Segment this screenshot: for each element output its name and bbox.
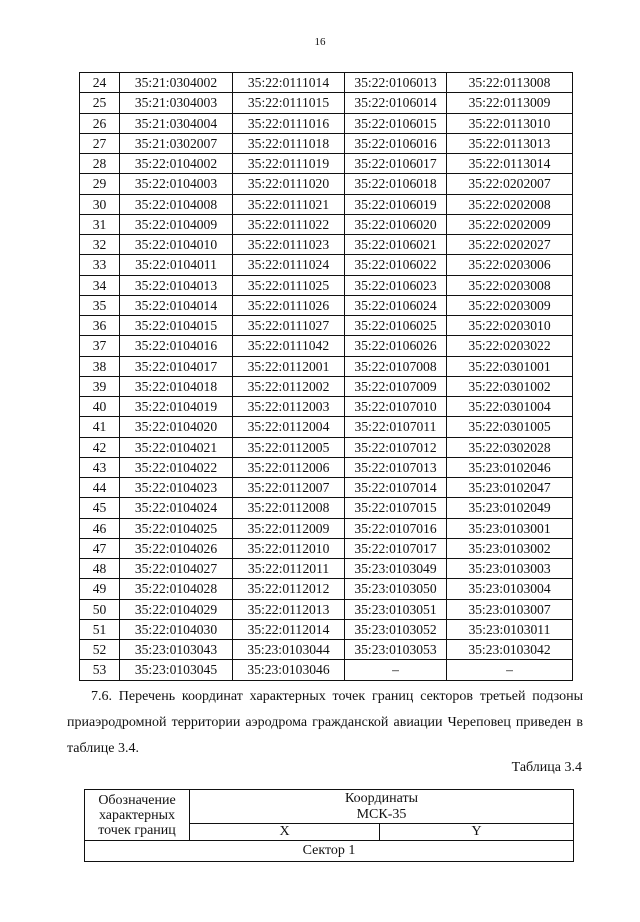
cadastral-number-cell: 35:21:0302007 (120, 133, 233, 153)
table-row (80, 194, 573, 214)
table-row (80, 235, 573, 255)
cadastral-number-cell: 35:22:0203008 (447, 275, 573, 295)
table-row (80, 518, 573, 538)
row-number-cell: 31 (80, 214, 120, 234)
cadastral-number-cell: 35:22:0106015 (345, 113, 447, 133)
cadastral-number-cell: 35:22:0113009 (447, 93, 573, 113)
cadastral-number-cell: 35:22:0106021 (345, 235, 447, 255)
row-number-cell: 40 (80, 397, 120, 417)
cadastral-number-cell: 35:22:0107013 (345, 457, 447, 477)
cadastral-number-cell: 35:22:0112009 (233, 518, 345, 538)
cadastral-number-cell: 35:22:0203006 (447, 255, 573, 275)
cadastral-number-cell: 35:22:0111015 (233, 93, 345, 113)
cadastral-number-cell: 35:22:0111016 (233, 113, 345, 133)
cadastral-number-cell: 35:22:0203010 (447, 316, 573, 336)
row-number-cell: 43 (80, 457, 120, 477)
cadastral-number-cell: 35:22:0301004 (447, 397, 573, 417)
cadastral-number-cell: 35:22:0106020 (345, 214, 447, 234)
cadastral-number-cell: 35:22:0111022 (233, 214, 345, 234)
cadastral-number-cell: 35:22:0106025 (345, 316, 447, 336)
cadastral-number-cell: 35:22:0104024 (120, 498, 233, 518)
cadastral-number-cell: 35:22:0112010 (233, 538, 345, 558)
table-row (80, 133, 573, 153)
cadastral-number-cell: 35:22:0112006 (233, 457, 345, 477)
cadastral-number-cell: 35:22:0104003 (120, 174, 233, 194)
cadastral-number-cell: 35:23:0103003 (447, 559, 573, 579)
cadastral-number-cell: 35:22:0111026 (233, 295, 345, 315)
cadastral-number-cell: 35:22:0302028 (447, 437, 573, 457)
row-number-cell: 39 (80, 376, 120, 396)
coordinate-system: МСК-35 (356, 806, 407, 822)
cadastral-number-cell: 35:22:0112013 (233, 599, 345, 619)
cadastral-number-cell: 35:21:0304002 (120, 73, 233, 93)
cadastral-number-cell: 35:22:0111018 (233, 133, 345, 153)
cadastral-number-cell: 35:22:0112012 (233, 579, 345, 599)
cadastral-number-cell: 35:22:0112001 (233, 356, 345, 376)
cadastral-number-cell: 35:21:0304004 (120, 113, 233, 133)
cadastral-number-cell: 35:22:0107012 (345, 437, 447, 457)
cadastral-number-cell: 35:22:0301001 (447, 356, 573, 376)
cadastral-number-cell: 35:23:0103053 (345, 640, 447, 660)
cadastral-number-cell: 35:22:0107010 (345, 397, 447, 417)
sector-row: Сектор 1 (85, 841, 574, 862)
cadastral-number-cell: 35:22:0104020 (120, 417, 233, 437)
cadastral-number-cell: 35:23:0103011 (447, 619, 573, 639)
cadastral-number-cell: 35:22:0112008 (233, 498, 345, 518)
table-row (80, 295, 573, 315)
row-number-cell: 53 (80, 660, 120, 680)
cadastral-number-cell: 35:22:0301002 (447, 376, 573, 396)
cadastral-number-cell: 35:22:0104011 (120, 255, 233, 275)
table-row (80, 255, 573, 275)
cadastral-number-cell: 35:23:0103043 (120, 640, 233, 660)
row-number-cell: 27 (80, 133, 120, 153)
row-number-cell: 45 (80, 498, 120, 518)
cadastral-number-cell: 35:22:0106018 (345, 174, 447, 194)
cadastral-number-cell: 35:22:0104030 (120, 619, 233, 639)
cadastral-number-cell: 35:22:0106016 (345, 133, 447, 153)
cadastral-number-cell: 35:22:0203009 (447, 295, 573, 315)
row-number-cell: 28 (80, 154, 120, 174)
table-row (80, 660, 573, 680)
row-number-cell: 52 (80, 640, 120, 660)
cadastral-number-cell: 35:23:0103052 (345, 619, 447, 639)
cadastral-number-cell: 35:22:0202027 (447, 235, 573, 255)
cadastral-table-body (80, 73, 573, 681)
cadastral-number-cell: 35:22:0112005 (233, 437, 345, 457)
section-paragraph: 7.6. Перечень координат характерных точек границ секторов третьей подзоны приаэродромной территории аэродрома гражданской авиации Череповец приведен в таблице 3.4. (67, 689, 583, 756)
row-number-cell: 29 (80, 174, 120, 194)
column-x-header: X (190, 824, 380, 841)
cadastral-number-cell: 35:22:0111027 (233, 316, 345, 336)
cadastral-number-cell: 35:22:0104028 (120, 579, 233, 599)
cadastral-number-cell: 35:22:0106022 (345, 255, 447, 275)
table-row (80, 356, 573, 376)
table-row (80, 73, 573, 93)
row-number-cell: 46 (80, 518, 120, 538)
table-row (80, 113, 573, 133)
row-number-cell: 47 (80, 538, 120, 558)
cadastral-number-cell: 35:22:0104022 (120, 457, 233, 477)
cadastral-number-cell: 35:22:0111042 (233, 336, 345, 356)
cadastral-number-cell: 35:22:0107016 (345, 518, 447, 538)
coordinates-title: Координаты (345, 790, 418, 806)
cadastral-number-cell: 35:22:0104029 (120, 599, 233, 619)
cadastral-number-cell: 35:22:0301005 (447, 417, 573, 437)
table-row (80, 579, 573, 599)
cadastral-number-cell: 35:23:0103002 (447, 538, 573, 558)
table-row (80, 457, 573, 477)
row-number-cell: 38 (80, 356, 120, 376)
table-row (80, 498, 573, 518)
table-row (80, 478, 573, 498)
cadastral-number-cell: 35:23:0103045 (120, 660, 233, 680)
cadastral-number-cell: 35:22:0106013 (345, 73, 447, 93)
cadastral-number-cell: 35:22:0111020 (233, 174, 345, 194)
cadastral-number-cell: 35:22:0113013 (447, 133, 573, 153)
row-number-cell: 26 (80, 113, 120, 133)
cadastral-number-cell: 35:22:0202008 (447, 194, 573, 214)
row-number-cell: 30 (80, 194, 120, 214)
coordinates-table (84, 789, 574, 862)
table-row (80, 93, 573, 113)
cadastral-number-cell: 35:22:0203022 (447, 336, 573, 356)
cadastral-number-cell: 35:22:0112014 (233, 619, 345, 639)
table-caption: Таблица 3.4 (511, 760, 582, 775)
table-row (80, 619, 573, 639)
cadastral-number-cell: 35:22:0104010 (120, 235, 233, 255)
table-row (80, 417, 573, 437)
row-number-cell: 37 (80, 336, 120, 356)
cadastral-number-cell: 35:22:0107015 (345, 498, 447, 518)
cadastral-number-cell: 35:22:0113014 (447, 154, 573, 174)
cadastral-number-cell: 35:23:0102046 (447, 457, 573, 477)
cadastral-number-cell: 35:22:0104023 (120, 478, 233, 498)
cadastral-number-cell: 35:22:0104019 (120, 397, 233, 417)
cadastral-number-cell: 35:23:0103042 (447, 640, 573, 660)
table-row (80, 154, 573, 174)
cadastral-number-cell: 35:22:0106014 (345, 93, 447, 113)
cadastral-number-cell: – (447, 660, 573, 680)
cadastral-number-cell: 35:23:0103001 (447, 518, 573, 538)
cadastral-number-cell: 35:22:0202007 (447, 174, 573, 194)
cadastral-numbers-table (79, 72, 573, 681)
cadastral-number-cell: 35:22:0107008 (345, 356, 447, 376)
cadastral-number-cell: 35:22:0104016 (120, 336, 233, 356)
cadastral-number-cell: 35:22:0113008 (447, 73, 573, 93)
table-row (80, 559, 573, 579)
cadastral-number-cell: 35:23:0102049 (447, 498, 573, 518)
cadastral-number-cell: 35:22:0106026 (345, 336, 447, 356)
table-row (80, 376, 573, 396)
cadastral-number-cell: 35:22:0111014 (233, 73, 345, 93)
table-row (80, 336, 573, 356)
cadastral-number-cell: 35:22:0104002 (120, 154, 233, 174)
row-number-cell: 41 (80, 417, 120, 437)
cadastral-number-cell: 35:22:0104008 (120, 194, 233, 214)
cadastral-number-cell: 35:23:0103044 (233, 640, 345, 660)
row-number-cell: 35 (80, 295, 120, 315)
row-number-cell: 36 (80, 316, 120, 336)
cadastral-number-cell: 35:23:0103051 (345, 599, 447, 619)
row-number-cell: 50 (80, 599, 120, 619)
table-row (80, 437, 573, 457)
row-number-cell: 48 (80, 559, 120, 579)
table-row (80, 275, 573, 295)
table-row (80, 640, 573, 660)
cadastral-number-cell: 35:22:0106023 (345, 275, 447, 295)
cadastral-number-cell: 35:22:0104017 (120, 356, 233, 376)
table-row (80, 397, 573, 417)
row-number-cell: 32 (80, 235, 120, 255)
row-number-cell: 33 (80, 255, 120, 275)
row-number-cell: 34 (80, 275, 120, 295)
row-number-cell: 24 (80, 73, 120, 93)
cadastral-number-cell: 35:22:0111025 (233, 275, 345, 295)
cadastral-number-cell: 35:22:0111024 (233, 255, 345, 275)
cadastral-number-cell: 35:22:0113010 (447, 113, 573, 133)
cadastral-number-cell: 35:23:0102047 (447, 478, 573, 498)
cadastral-number-cell: – (345, 660, 447, 680)
column-y-header: Y (380, 824, 574, 841)
cadastral-number-cell: 35:22:0112007 (233, 478, 345, 498)
cadastral-number-cell: 35:22:0104026 (120, 538, 233, 558)
cadastral-number-cell: 35:23:0103049 (345, 559, 447, 579)
cadastral-number-cell: 35:22:0202009 (447, 214, 573, 234)
cadastral-number-cell: 35:21:0304003 (120, 93, 233, 113)
cadastral-number-cell: 35:22:0107009 (345, 376, 447, 396)
cadastral-number-cell: 35:22:0104015 (120, 316, 233, 336)
cadastral-number-cell: 35:23:0103050 (345, 579, 447, 599)
cadastral-number-cell: 35:22:0104025 (120, 518, 233, 538)
cadastral-number-cell: 35:22:0106024 (345, 295, 447, 315)
cadastral-number-cell: 35:23:0103004 (447, 579, 573, 599)
cadastral-number-cell: 35:22:0106017 (345, 154, 447, 174)
cadastral-number-cell: 35:22:0104014 (120, 295, 233, 315)
cadastral-number-cell: 35:22:0104027 (120, 559, 233, 579)
row-number-cell: 51 (80, 619, 120, 639)
cadastral-number-cell: 35:22:0104021 (120, 437, 233, 457)
table-row (80, 316, 573, 336)
row-number-cell: 49 (80, 579, 120, 599)
cadastral-number-cell: 35:22:0111019 (233, 154, 345, 174)
cadastral-number-cell: 35:22:0107011 (345, 417, 447, 437)
cadastral-number-cell: 35:22:0112011 (233, 559, 345, 579)
cadastral-number-cell: 35:22:0104013 (120, 275, 233, 295)
cadastral-number-cell: 35:22:0106019 (345, 194, 447, 214)
cadastral-number-cell: 35:22:0112003 (233, 397, 345, 417)
cadastral-number-cell: 35:22:0112002 (233, 376, 345, 396)
cadastral-number-cell: 35:22:0112004 (233, 417, 345, 437)
cadastral-number-cell: 35:22:0104018 (120, 376, 233, 396)
cadastral-number-cell: 35:23:0103007 (447, 599, 573, 619)
cadastral-number-cell: 35:22:0107017 (345, 538, 447, 558)
cadastral-number-cell: 35:22:0111023 (233, 235, 345, 255)
table-row (80, 174, 573, 194)
cadastral-number-cell: 35:22:0111021 (233, 194, 345, 214)
row-number-cell: 44 (80, 478, 120, 498)
table-row (80, 599, 573, 619)
table-row (80, 538, 573, 558)
cadastral-number-cell: 35:22:0107014 (345, 478, 447, 498)
row-number-cell: 42 (80, 437, 120, 457)
cadastral-number-cell: 35:22:0104009 (120, 214, 233, 234)
table-row (80, 214, 573, 234)
points-designation-header: Обозначение характерных точек границ (85, 790, 190, 841)
cadastral-number-cell: 35:23:0103046 (233, 660, 345, 680)
page-number: 16 (314, 36, 326, 48)
row-number-cell: 25 (80, 93, 120, 113)
